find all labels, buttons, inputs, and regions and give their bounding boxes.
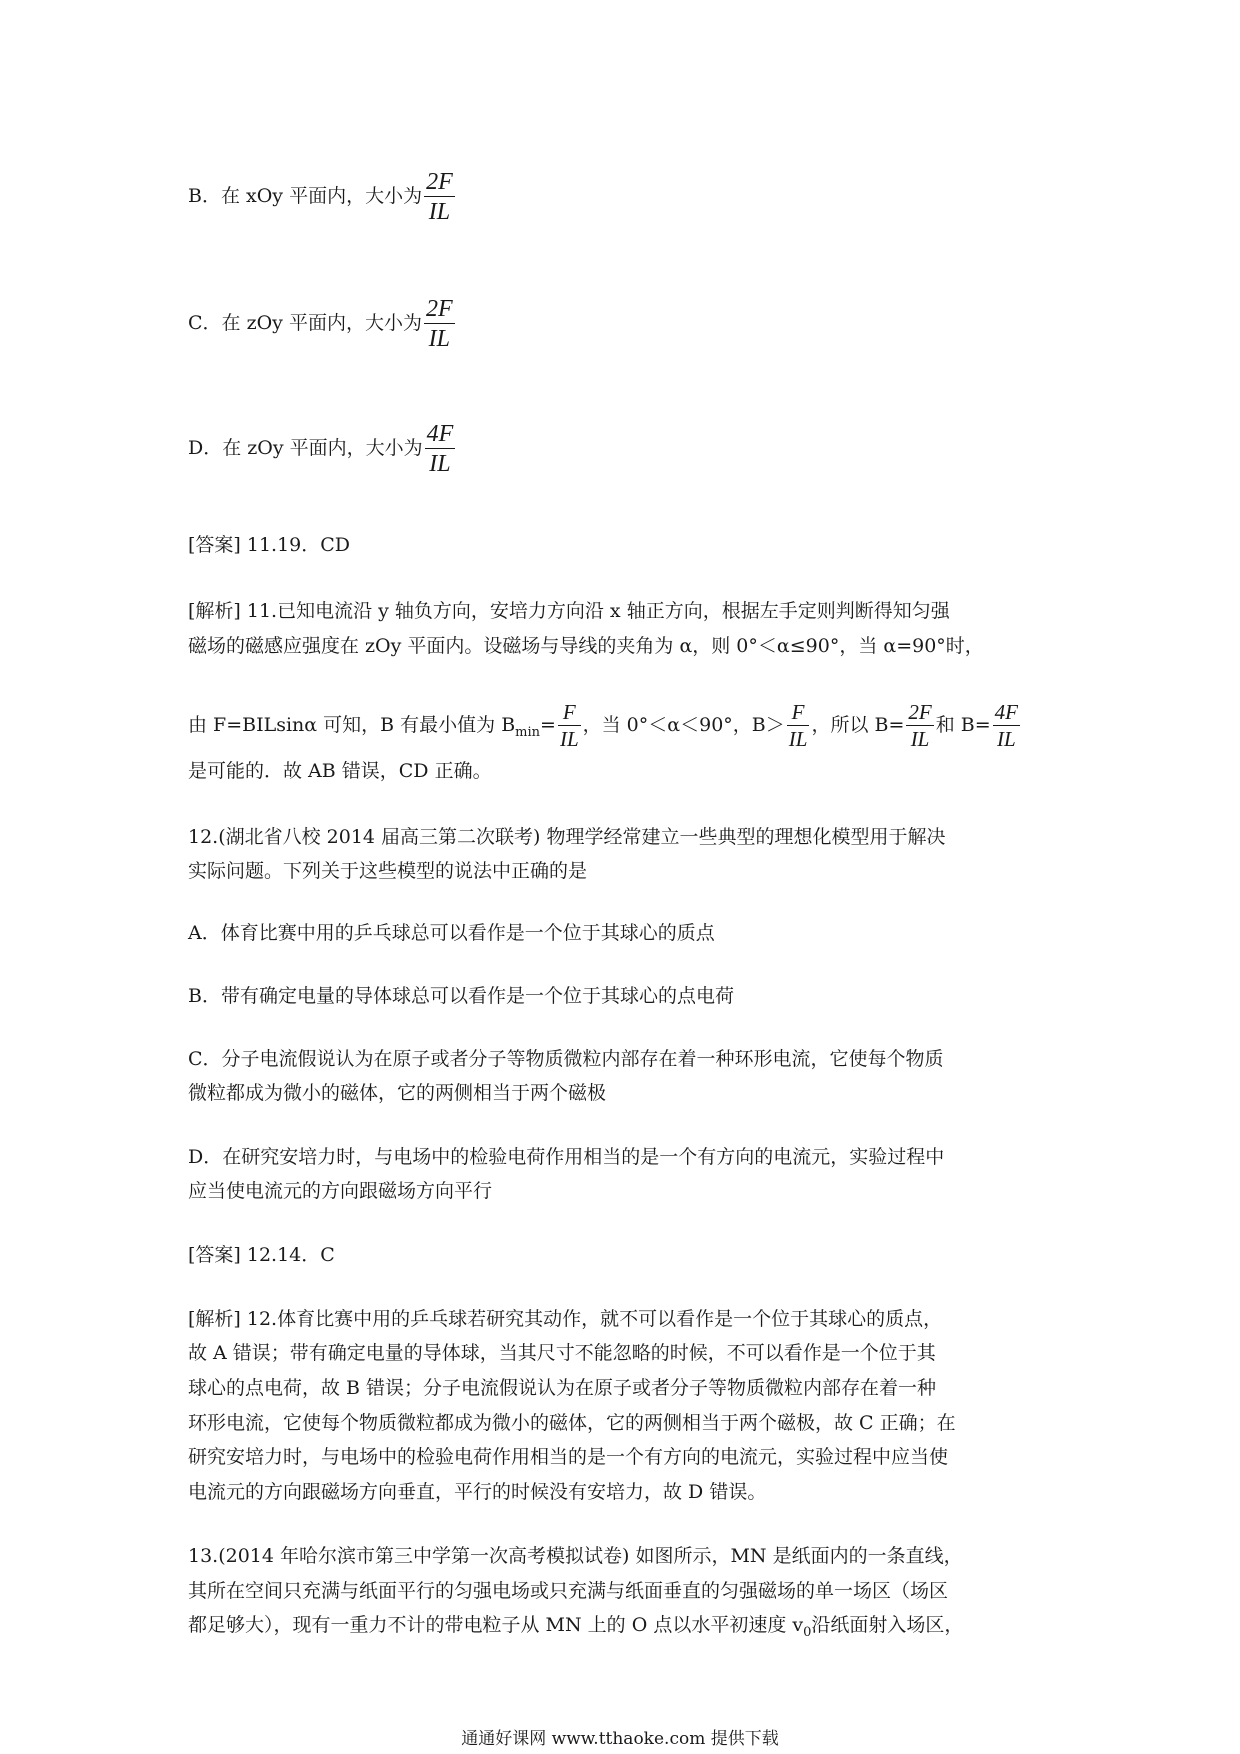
q12-option-a: A．体育比赛中用的乒乓球总可以看作是一个位于其球心的质点 — [188, 922, 715, 944]
q12-option-c-line1: C．分子电流假说认为在原子或者分子等物质微粒内部存在着一种环形电流，它使每个物质 — [188, 1048, 944, 1070]
q11-answer: [答案] 11.19．CD — [188, 534, 351, 556]
q12-analysis-line6: 电流元的方向跟磁场方向垂直，平行的时候没有安培力，故 D 错误。 — [188, 1481, 767, 1503]
q11-analysis-line3: 由 F=BILsinα 可知，B 有最小值为 $B_{min}=$ $\frac{F}{IL}$ ，当 0°＜α＜90°，B＞ $\frac{F}{IL}$ ，所以 B= $\frac{2F}{IL}$ 和 B= $\frac{4F}{IL}$ — [188, 700, 1018, 751]
q12-analysis-line1: [解析] 12.体育比赛中用的乒乓球若研究其动作，就不可以看作是一个位于其球心的质点， — [188, 1308, 943, 1330]
fraction-2f-il: $\frac{2F}{IL}$ — [908, 700, 932, 751]
fraction-4f-il: $\frac{4F}{IL}$ — [426, 421, 454, 477]
q11-analysis-line2: 磁场的磁感应强度在 zOy 平面内。设磁场与导线的夹角为 α，则 0°＜α≤90°，当 α=90°时， — [188, 635, 984, 657]
fraction-2f-il: $\frac{2F}{IL}$ — [425, 296, 453, 352]
q12-option-b: B．带有确定电量的导体球总可以看作是一个位于其球心的点电荷 — [188, 985, 734, 1007]
q11-option-b — [188, 170, 457, 224]
q11-option-b-text: B．在 xOy 平面内，大小为 — [188, 185, 423, 207]
q12-answer: [答案] 12.14．C — [188, 1244, 335, 1266]
q12-analysis-line4: 环形电流，它使每个物质微粒都成为微小的磁体，它的两侧相当于两个磁极，故 C 正确；在 — [188, 1412, 956, 1434]
q11-option-d-text: D．在 zOy 平面内，大小为 — [188, 437, 423, 459]
q11-analysis-line4: 是可能的．故 AB 错误，CD 正确。 — [188, 760, 492, 782]
q12-stem-line1: 12.(湖北省八校 2014 届高三第二次联考) 物理学经常建立一些典型的理想化模型用于解决 — [188, 826, 946, 848]
fraction-4f-il: $\frac{4F}{IL}$ — [994, 700, 1018, 751]
q13-stem-line1: 13.(2014 年哈尔滨市第三中学第一次高考模拟试卷) 如图所示，MN 是纸面内的一条直线， — [188, 1545, 963, 1567]
page-footer: 通通好课网 www.tthaoke.com 提供下载 — [461, 1729, 779, 1749]
fraction-2f-il: $\frac{2F}{IL}$ — [426, 169, 453, 225]
q12-option-d-line2: 应当使电流元的方向跟磁场方向平行 — [188, 1180, 493, 1202]
q12-analysis-line2: 故 A 错误；带有确定电量的导体球，当其尺寸不能忽略的时候，不可以看作是一个位于其 — [188, 1342, 936, 1364]
q11-option-c-text: C．在 zOy 平面内，大小为 — [188, 312, 422, 334]
q12-option-c-line2: 微粒都成为微小的磁体，它的两侧相当于两个磁极 — [188, 1082, 607, 1104]
q12-stem-line2: 实际问题。下列关于这些模型的说法中正确的是 — [188, 860, 588, 882]
q13-stem-line2: 其所在空间只充满与纸面平行的匀强电场或只充满与纸面垂直的匀强磁场的单一场区（场区 — [188, 1580, 949, 1602]
fraction-f-il: $\frac{F}{IL}$ — [788, 700, 808, 751]
fraction-f-il: $\frac{F}{IL}$ — [559, 700, 579, 751]
q12-analysis-line3: 球心的点电荷，故 B 错误；分子电流假说认为在原子或者分子等物质微粒内部存在着一种 — [188, 1377, 937, 1399]
q12-analysis-line5: 研究安培力时，与电场中的检验电荷作用相当的是一个有方向的电流元，实验过程中应当使 — [188, 1446, 949, 1468]
q11-analysis-line1: [解析] 11.已知电流沿 y 轴负方向，安培力方向沿 x 轴正方向，根据左手定则判断得知匀强 — [188, 600, 950, 622]
q13-stem-line3: 都足够大），现有一重力不计的带电粒子从 MN 上的 O 点以水平初速度 $v_0$沿纸面射入场区， — [188, 1614, 964, 1640]
q11-option-d — [188, 422, 457, 476]
q12-option-d-line1: D．在研究安培力时，与电场中的检验电荷作用相当的是一个有方向的电流元，实验过程中 — [188, 1146, 945, 1168]
q11-option-c — [188, 297, 457, 351]
